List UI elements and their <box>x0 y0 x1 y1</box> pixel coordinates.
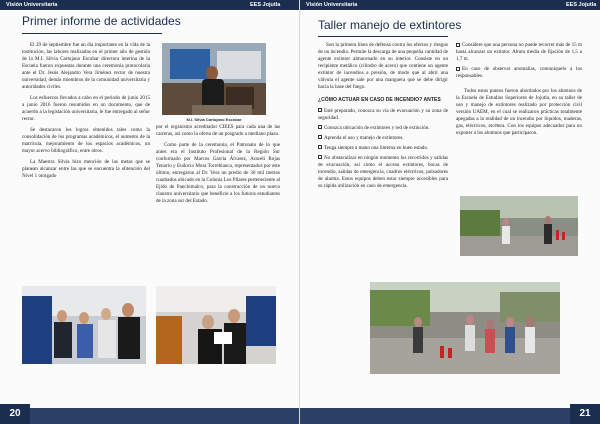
page-number: 20 <box>0 404 30 424</box>
checkbox-icon <box>318 125 322 129</box>
paragraph: Como parte de la ceremonia, el Patronato de lo que antes era el Instituto Profesional de la Región Sur conformado por Marcos García Álvarez, Araceli Rojas Tenorio y Eudocio Mora Torreblanca, representados por este último, entregaron al Dr. Vera un predio de 30 mil metros cuadrados ubicado en la Colonia Los Pilares perteneciente al Ejido de Panchimalco, para la construcción de un nuevo claustro universitario que beneficie a los futuros estudiantes de la zona sur del Estado. <box>156 142 280 204</box>
checkbox-icon <box>456 43 460 47</box>
page-right <box>300 0 600 424</box>
paragraph: El 29 de septiembre fue un día importante en la vida de la institución, las labores realizadas en el primer año de gestión de la M.I. Silvia Cartujano Escobar directora interina de la Escuela fueron expuestas durante una ceremonia protocolaria ante el Dr. Jesús Alejandro Vera Jiménez rector de nuestra universidad, demás miembros de la comunidad universitaria y autoridades civiles. <box>22 42 150 90</box>
brand-label: EES Jojutla <box>250 2 281 8</box>
brand-label: EES Jojutla <box>566 2 597 8</box>
checkbox-icon <box>318 145 322 149</box>
bullet-item: En caso de observar anomalías, comuníquelo a los responsables. <box>456 66 582 79</box>
paragraph: Se destacaron los logros obtenidos tales como la consolidación de los programas académicos, el aumento de la matrícula, mejoramiento de los espacios académicos, un mayor acervo bibliográfico, entre otros. <box>22 127 150 154</box>
paragraph: por el organismo acreditador CIEES para cada una de las carreras, así como la oferta de un posgrado a mediano plazo. <box>156 124 280 137</box>
bullet-item: Conozca ubicación de extintores y red de extinción. <box>318 125 448 132</box>
bullet-item: Considere que una persona no puede recorrer más de 15 m hasta alcanzar un extintor. Altura media de fijación de 1,5 a 1,7 m. <box>456 42 582 62</box>
bullet-item: No obstaculizar en ningún momento los recorridos y salidas de evacuación, así como el acceso extintores, bocas de incendio, salidas de emergencia, cuadros eléctricos, pulsadores de alarma. Estos equipos deben estar siempre accesibles para su rápida utilización en caso de emergencia. <box>318 154 448 189</box>
bullet-item: Tenga siempre a mano una linterna en buen estado. <box>318 145 448 152</box>
photo-caption: M.I. Silvia Cartujano Escobar <box>186 117 242 122</box>
text-column-1 <box>318 42 448 193</box>
photo-group-training <box>370 282 560 374</box>
photo-ceremony-1 <box>22 286 146 364</box>
section-label: Visión Universitaria <box>306 2 358 8</box>
header-bar <box>0 0 300 10</box>
checkbox-icon <box>456 67 460 71</box>
paragraph: La Maestra Silvia hizo mención de las metas que se planean alcanzar entre las que se encuentra la obtención del Nivel 1 otorgado <box>22 159 150 179</box>
title-rule <box>22 33 162 34</box>
bullet-item: Esté preparado, conozca su vía de evacuación y su zona de seguridad. <box>318 107 448 121</box>
paragraph: Son la primera línea de defensa contra los efectos y riesgos de un incendio. Permite la descarga de una pequeña cantidad de agente extintor almacenado en su interior. Consiste en un recipiente metálico (cilindro de acero) que contiene un agente extintor de incendios a presión, de modo que al abrir una válvula el agente sale por una manguera que se debe dirigir hacia la base del fuego. <box>318 42 448 90</box>
title-rule <box>318 36 448 37</box>
photo-extinguisher-practice <box>460 196 578 256</box>
footer-band <box>300 408 570 424</box>
section-heading: ¿CÓMO ACTUAR EN CASO DE INCENDIO? ANTES <box>318 97 441 103</box>
footer <box>300 404 600 424</box>
text-column-2 <box>156 124 280 209</box>
checkbox-icon <box>318 155 322 159</box>
text-column-2 <box>456 42 582 141</box>
section-label: Visión Universitaria <box>6 2 58 8</box>
page-title: Primer informe de actividades <box>22 14 181 28</box>
photo-speaker <box>162 43 266 115</box>
paragraph: Los esfuerzos llevados a cabo en el periodo de junio 2015 a junio 2016 fueron resumidos en un documento, que de acuerdo a la legislación universitaria, le fue entregado al señor rector. <box>22 95 150 122</box>
header-bar <box>300 0 600 10</box>
footer <box>0 404 300 424</box>
checkbox-icon <box>318 135 322 139</box>
footer-band <box>30 408 300 424</box>
checkbox-icon <box>318 108 322 112</box>
bullet-item: Aprenda el uso y manejo de extintores. <box>318 135 448 142</box>
page-title: Taller manejo de extintores <box>318 18 462 32</box>
text-column-1 <box>22 42 150 184</box>
paragraph: Todos estos puntos fueron abordados por los alumnos de la Escuela de Estudios Superiores de Jojutla, en su taller de uso y manejo de extintores realizado por protección civil versión UAEM, en el cual se realizaron prácticas totalmente apegadas a la realidad de un incendio por líquidos, maderas, gas, eléctricos, etcétera. Con los equipos adecuados para no exponer a los alumnos que participaron. <box>456 88 582 136</box>
page-number: 21 <box>570 404 600 424</box>
photo-ceremony-2 <box>156 286 276 364</box>
